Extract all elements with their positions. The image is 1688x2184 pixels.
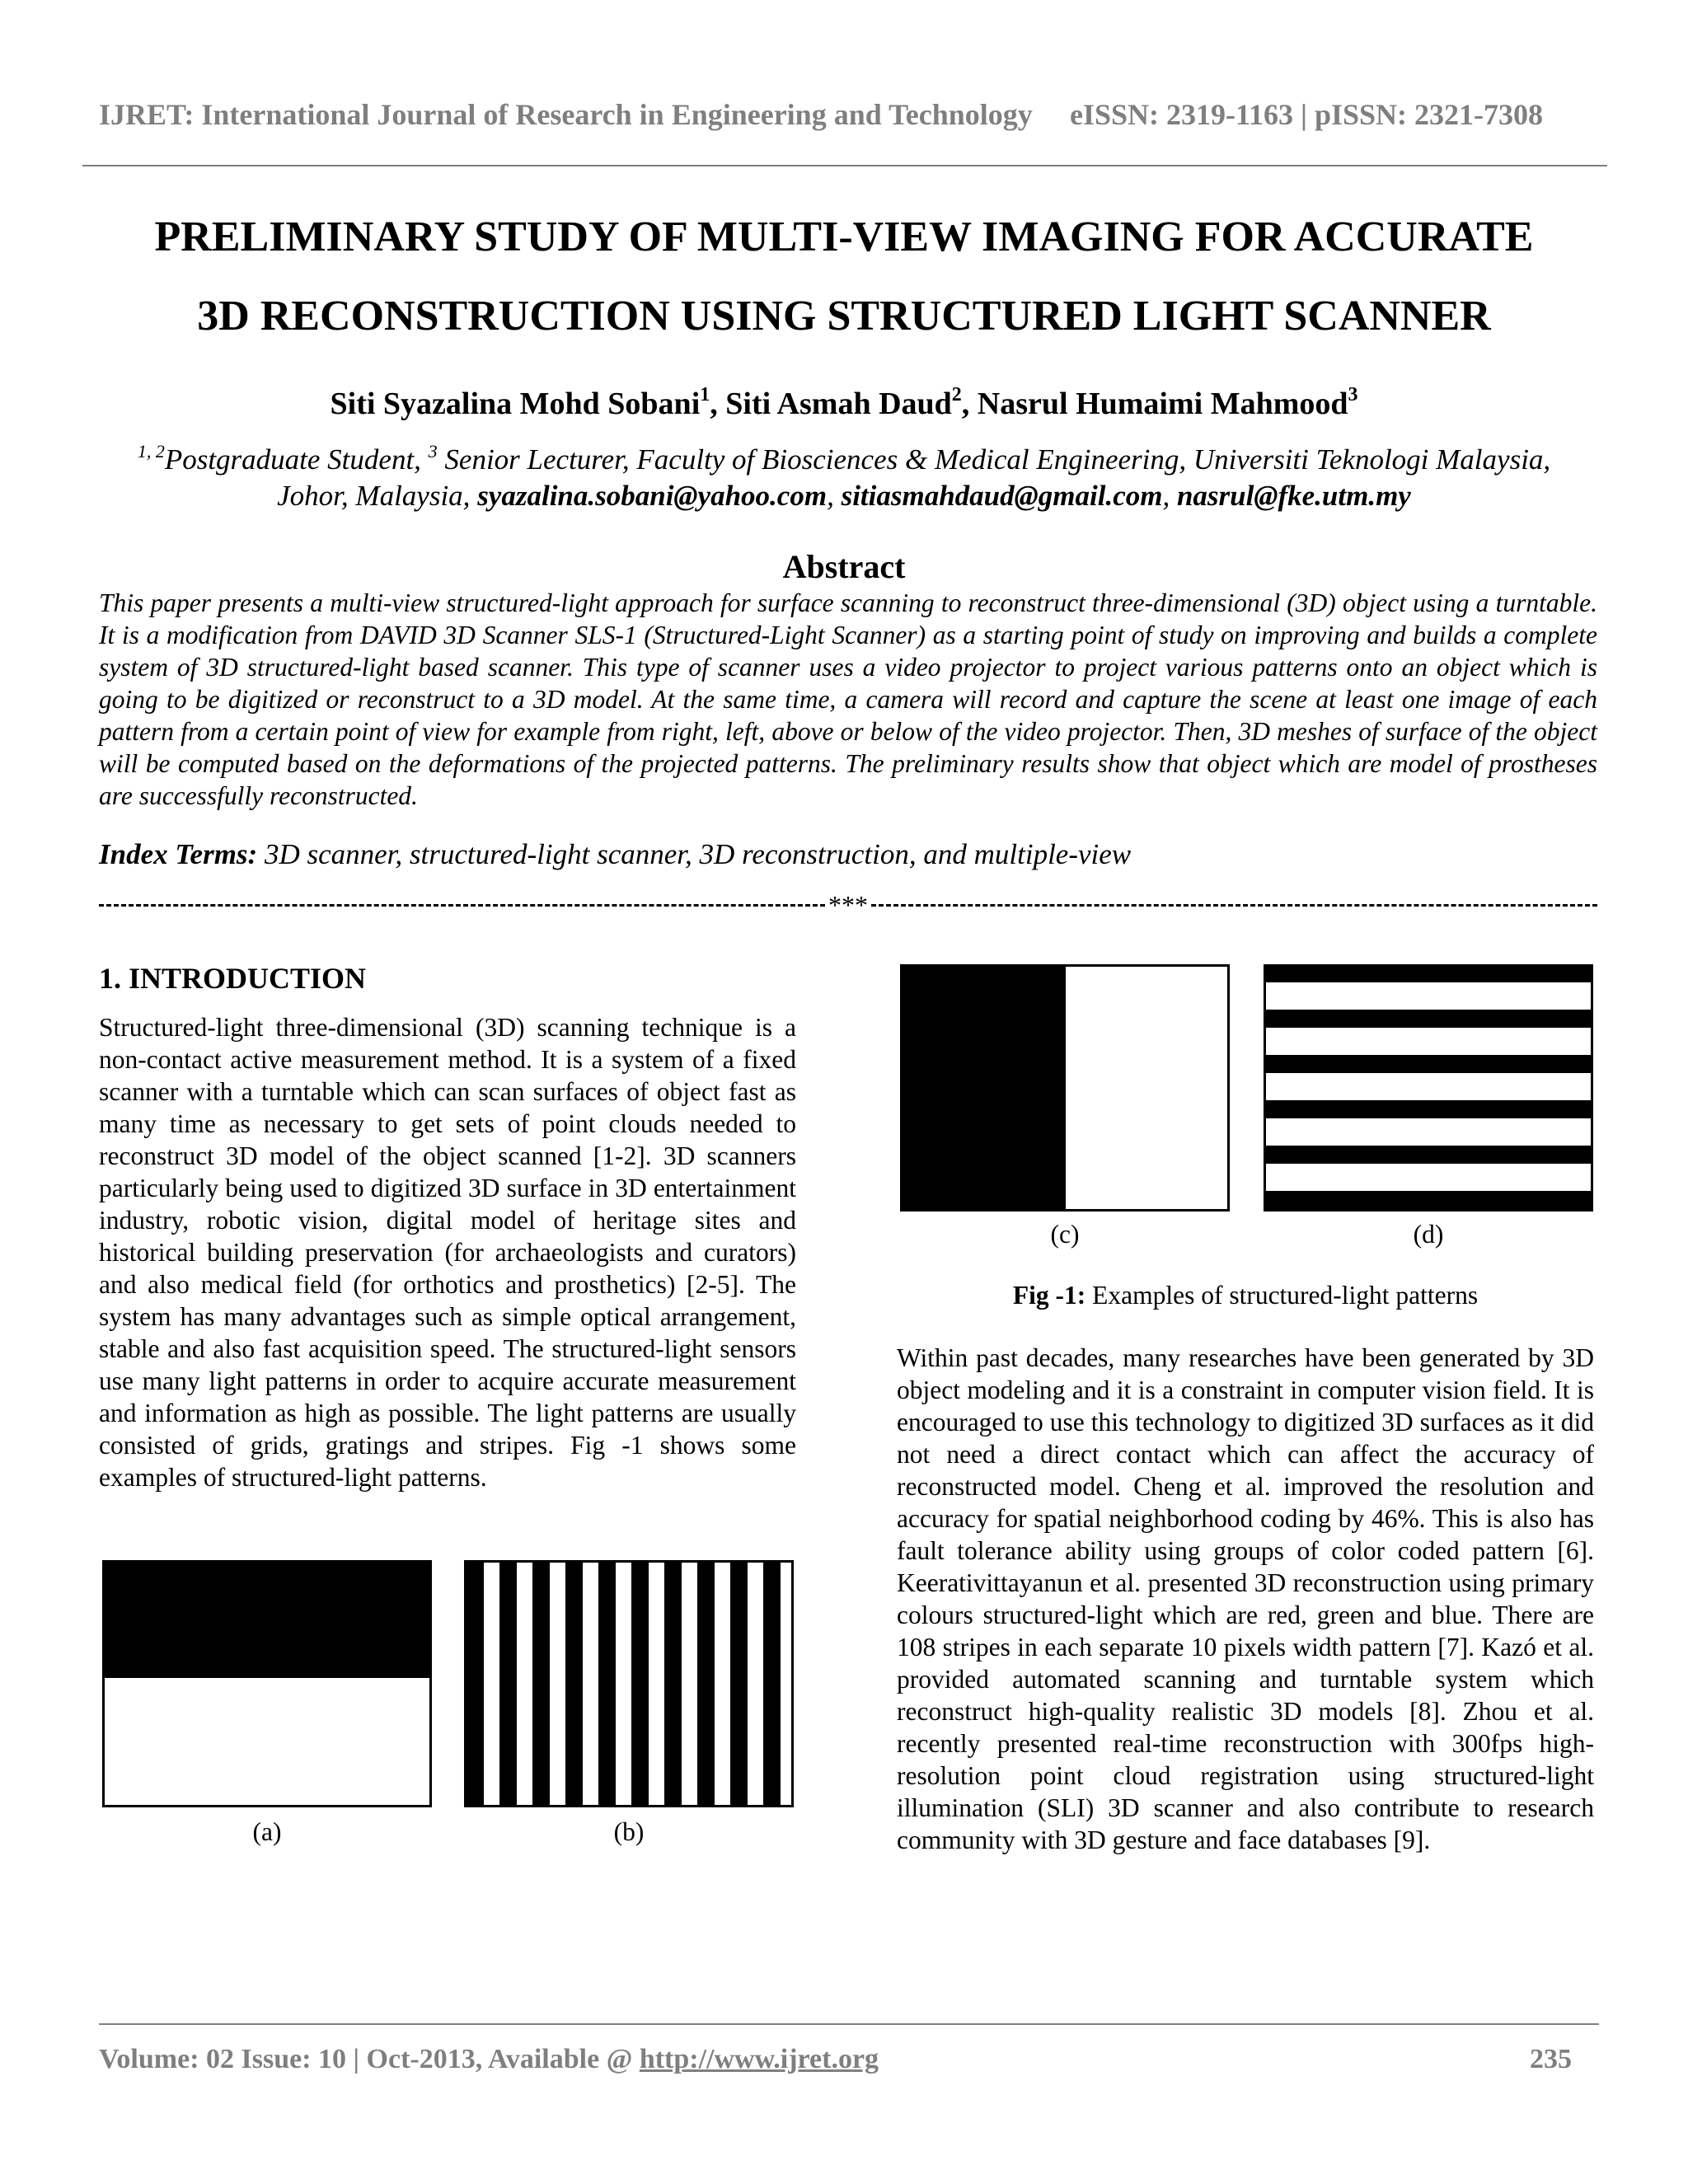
separator-stars: *** — [828, 890, 868, 920]
affil-sup-2: 3 — [428, 441, 438, 462]
index-terms-label: Index Terms: — [99, 838, 258, 870]
issn: eISSN: 2319-1163 | pISSN: 2321-7308 — [1070, 98, 1543, 131]
figure-caption — [897, 1281, 1594, 1310]
intro-paragraph-2: Within past decades, many researches have been generated by 3D object modeling and it is a constraint in computer vision field. It is encouraged to use this technology to digitized 3D surfaces as it did not need a direct contact which can affect the accuracy of reconstructed model. Cheng et al. improved the resolution and accuracy for spatial neighborhood coding by 46%. This is also has fault tolerance ability using groups of color coded pattern [6]. Keerativittayanun et al. presented 3D reconstruction using primary colours structured-light which are red, green and blue. There are 108 stripes in each separate 10 pixels width pattern [7]. Kazó et al. provided automated scanning and turntable system which reconstruct high-quality realistic 3D models [8]. Zhou et al. recently presented real-time reconstruction with 300fps high-resolution point cloud registration using structured-light illumination (SLI) 3D scanner and also contribute to research community with 3D gesture and face databases [9]. — [897, 1343, 1594, 1854]
abstract-heading: Abstract — [782, 548, 906, 585]
index-terms-text: 3D scanner, structured-light scanner, 3D reconstruction, and multiple-view — [257, 838, 1132, 870]
author-list: Siti Syazalina Mohd Sobani$^1$, Siti Asmah Daud$^2$, Nasrul Humaimi Mahmood$^3$ — [330, 384, 1358, 421]
title-line-1: PRELIMINARY STUDY OF MULTI-VIEW IMAGING FOR ACCURATE — [154, 213, 1534, 260]
email-1[interactable]: syazalina.sobani@yahoo.com — [477, 480, 828, 512]
journal-name: IJRET: International Journal of Research in Engineering and Technology — [99, 98, 1033, 131]
subfig-c-label: (c) — [1050, 1220, 1080, 1249]
footer-rule — [99, 2023, 1599, 2025]
pattern-c-vertical-split — [900, 964, 1230, 1212]
separator-dash-left — [99, 904, 825, 907]
author-2-sup: 2 — [951, 384, 962, 405]
paper-title — [82, 198, 1606, 356]
affil-comma-2: , — [1162, 480, 1177, 512]
section-heading-introduction: 1. INTRODUCTION — [99, 962, 367, 995]
subfig-a-label: (a) — [252, 1817, 282, 1846]
page-number: 235 — [1530, 2044, 1572, 2074]
abstract-body: This paper presents a multi-view structured-light approach for surface scanning to reconstruct three-dimensional (3D) object using a turntable. It is a modification from DAVID 3D Scanner SLS-1 (Structured-Light Scanner) as a starting point of study on improving and builds a complete system of 3D structured-light based scanner. This type of scanner uses a video projector to project various patterns onto an object which is going to be digitized or reconstruct to a 3D model. At the same time, a camera will record and capture the scene at least one image of each pattern from a certain point of view for example from right, left, above or below of the video projector. Then, 3D meshes of surface of the object will be computed based on the deformations of the projected patterns. The preliminary results show that object which are model of prostheses are successfully reconstructed. — [99, 588, 1597, 810]
index-terms — [99, 838, 1597, 871]
email-3[interactable]: nasrul@fke.utm.my — [1176, 480, 1411, 512]
section-separator — [99, 890, 1597, 921]
header-rule — [82, 165, 1607, 166]
author-2: Siti Asmah Daud — [725, 387, 952, 421]
subfig-b-label: (b) — [613, 1817, 645, 1846]
footer-text: Volume: 02 Issue: 10 | Oct-2013, Available @ — [99, 2044, 640, 2074]
affil-sup-1: 1, 2 — [137, 441, 165, 462]
footer — [99, 2044, 1582, 2075]
affil-text-2: Senior Lecturer, Faculty of Biosciences & Medical Engineering, Universiti Teknologi Malaysia, Johor, Malaysia, — [277, 443, 1551, 512]
subfig-d-label: (d) — [1413, 1220, 1444, 1249]
email-2[interactable]: sitiasmahdaud@gmail.com — [841, 480, 1163, 512]
running-header — [99, 97, 1599, 132]
separator-dash-right — [871, 904, 1597, 907]
author-3-sup: 3 — [1348, 384, 1358, 405]
author-1: Siti Syazalina Mohd Sobani — [330, 387, 701, 421]
title-line-2: 3D RECONSTRUCTION USING STRUCTURED LIGHT SCANNER — [197, 293, 1491, 340]
figure-label: Fig -1: — [1012, 1281, 1086, 1310]
pattern-b-vertical-stripes — [464, 1560, 794, 1807]
author-3: Nasrul Humaimi Mahmood — [977, 387, 1348, 421]
intro-paragraph-1: Structured-light three-dimensional (3D) scanning technique is a non-contact active measurement method. It is a system of a fixed scanner with a turntable which can scan surfaces of object fast as many time as necessary to get sets of point clouds needed to reconstruct 3D model of the object scanned [1-2]. 3D scanners particularly being used to digitized 3D surface in 3D entertainment industry, robotic vision, digital model of heritage sites and historical building preservation (for archaeologists and curators) and also medical field (for orthotics and prosthetics) [2-5]. The system has many advantages such as simple optical arrangement, stable and also fast acquisition speed. The structured-light sensors use many light patterns in order to acquire accurate measurement and information as high as possible. The light patterns are usually consisted of grids, gratings and stripes. Fig -1 shows some examples of structured-light patterns. — [99, 1013, 796, 1492]
affil-comma-1: , — [827, 480, 842, 512]
affiliation — [124, 442, 1564, 514]
affil-text-1: Postgraduate Student, — [164, 443, 429, 476]
author-1-sup: 1 — [700, 384, 710, 405]
pattern-c-black-half — [903, 967, 1066, 1209]
pattern-a-horizontal-split — [102, 1560, 432, 1807]
footer-link[interactable]: http://www.ijret.org — [639, 2044, 879, 2074]
pattern-d-horizontal-stripes — [1264, 964, 1593, 1212]
figure-caption-text: Examples of structured-light patterns — [1085, 1281, 1479, 1310]
pattern-a-black-half — [105, 1563, 429, 1678]
